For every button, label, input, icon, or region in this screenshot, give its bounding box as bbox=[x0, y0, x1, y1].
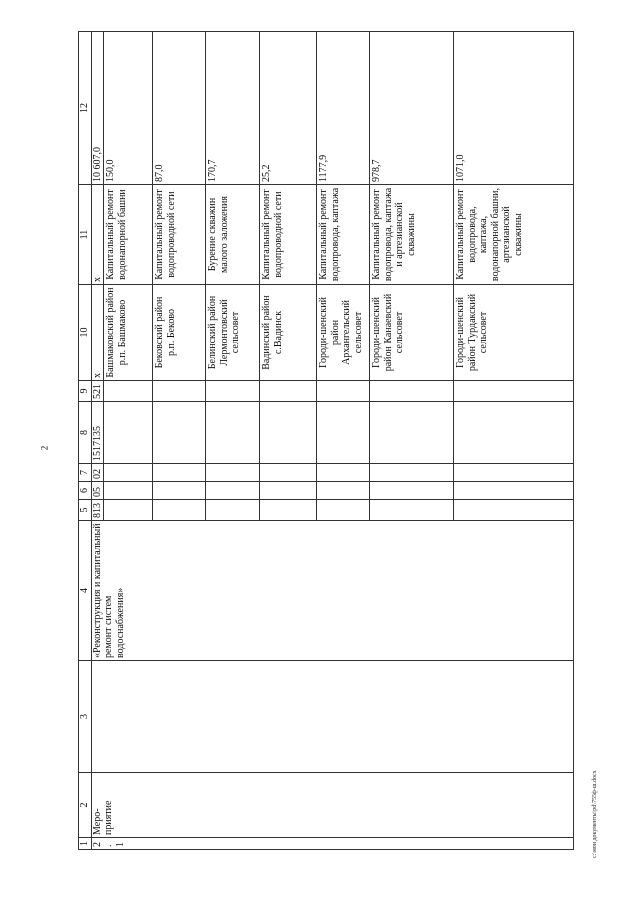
row-description: «Реконструкция и капитальный ремонт систем водоснабжения» bbox=[91, 521, 574, 661]
item-location: Городи-шенский район Архангельский сельсовет bbox=[317, 285, 370, 381]
header-cell: 5 bbox=[79, 500, 92, 521]
item-work: Капитальный ремонт водопроводной сети bbox=[260, 185, 317, 285]
empty-cell bbox=[370, 482, 454, 500]
item-amount: 1177,9 bbox=[317, 32, 370, 185]
item-location: Башмаковский район р.п. Башмаково bbox=[104, 285, 153, 381]
header-cell: 8 bbox=[79, 402, 92, 464]
row-col3 bbox=[91, 661, 574, 773]
empty-cell bbox=[260, 464, 317, 482]
code-col11: х bbox=[91, 185, 104, 285]
item-amount: 87,0 bbox=[153, 32, 206, 185]
empty-cell bbox=[454, 381, 574, 402]
empty-cell bbox=[454, 464, 574, 482]
empty-cell bbox=[206, 482, 260, 500]
item-amount: 1071,0 bbox=[454, 32, 574, 185]
empty-cell bbox=[153, 381, 206, 402]
empty-cell bbox=[370, 500, 454, 521]
empty-cell bbox=[153, 500, 206, 521]
empty-cell bbox=[260, 402, 317, 464]
empty-cell bbox=[260, 500, 317, 521]
empty-cell bbox=[370, 402, 454, 464]
empty-cell bbox=[153, 402, 206, 464]
empty-cell bbox=[104, 482, 153, 500]
empty-cell bbox=[317, 402, 370, 464]
row-number: 2.1 bbox=[91, 838, 574, 850]
item-work: Капитальный ремонт водопровода, каптажа и артезианской скважины bbox=[370, 185, 454, 285]
empty-cell bbox=[104, 500, 153, 521]
item-work: Капитальный ремонт водонапорной башни bbox=[104, 185, 153, 285]
header-cell: 2 bbox=[79, 773, 92, 838]
empty-cell bbox=[206, 402, 260, 464]
item-work: Капитальный ремонт водопровода, каптажа bbox=[317, 185, 370, 285]
item-work: Капитальный ремонт водопровода, каптажа, водонапорной башни, артезианской скважины bbox=[454, 185, 574, 285]
item-location: Вадинский район с.Вадинск bbox=[260, 285, 317, 381]
item-work: Бурение скважин малого заложения bbox=[206, 185, 260, 285]
total-amount: 10 607,0 bbox=[91, 32, 104, 185]
empty-cell bbox=[317, 464, 370, 482]
code-col7: 02 bbox=[91, 464, 104, 482]
code-row bbox=[91, 32, 104, 850]
code-col5: 813 bbox=[91, 500, 104, 521]
empty-cell bbox=[260, 381, 317, 402]
empty-cell bbox=[153, 482, 206, 500]
header-cell: 1 bbox=[79, 838, 92, 850]
footer-file-path: c:\мои документы\рd\755ф-ш.docx bbox=[592, 770, 598, 858]
header-cell: 9 bbox=[79, 381, 92, 402]
empty-cell bbox=[153, 464, 206, 482]
empty-cell bbox=[104, 381, 153, 402]
empty-cell bbox=[370, 464, 454, 482]
header-cell: 12 bbox=[79, 32, 92, 185]
header-cell: 6 bbox=[79, 482, 92, 500]
header-cell: 4 bbox=[79, 521, 92, 661]
empty-cell bbox=[206, 381, 260, 402]
rotated-table-container bbox=[78, 32, 568, 850]
empty-cell bbox=[454, 500, 574, 521]
item-location: Белинский район Лермонтовский сельсовет bbox=[206, 285, 260, 381]
budget-table bbox=[78, 31, 574, 850]
item-location: Городи-шенский район Канаевский сельсовет bbox=[370, 285, 454, 381]
empty-cell bbox=[104, 464, 153, 482]
page-number: 2 bbox=[39, 445, 50, 451]
empty-cell bbox=[104, 402, 153, 464]
empty-cell bbox=[317, 500, 370, 521]
code-col8: 1517135 bbox=[91, 402, 104, 464]
header-cell: 3 bbox=[79, 661, 92, 773]
empty-cell bbox=[454, 482, 574, 500]
header-cell: 11 bbox=[79, 185, 92, 285]
header-cell: 7 bbox=[79, 464, 92, 482]
empty-cell bbox=[260, 482, 317, 500]
item-amount: 150,0 bbox=[104, 32, 153, 185]
item-location: Бековский район р.п. Беково bbox=[153, 285, 206, 381]
empty-cell bbox=[454, 402, 574, 464]
empty-cell bbox=[317, 482, 370, 500]
row-name: Меро- приятие bbox=[91, 773, 574, 838]
item-amount: 25,2 bbox=[260, 32, 317, 185]
item-amount: 170,7 bbox=[206, 32, 260, 185]
code-col9: 521 bbox=[91, 381, 104, 402]
code-col10: х bbox=[91, 285, 104, 381]
code-col6: 05 bbox=[91, 482, 104, 500]
empty-cell bbox=[317, 381, 370, 402]
header-cell: 10 bbox=[79, 285, 92, 381]
item-amount: 978,7 bbox=[370, 32, 454, 185]
item-work: Капитальный ремонт водопроводной сети bbox=[153, 185, 206, 285]
empty-cell bbox=[206, 500, 260, 521]
empty-cell bbox=[206, 464, 260, 482]
item-location: Городи-шенский район Турдакский сельсовет bbox=[454, 285, 574, 381]
empty-cell bbox=[370, 381, 454, 402]
header-numbers-row bbox=[79, 32, 92, 850]
